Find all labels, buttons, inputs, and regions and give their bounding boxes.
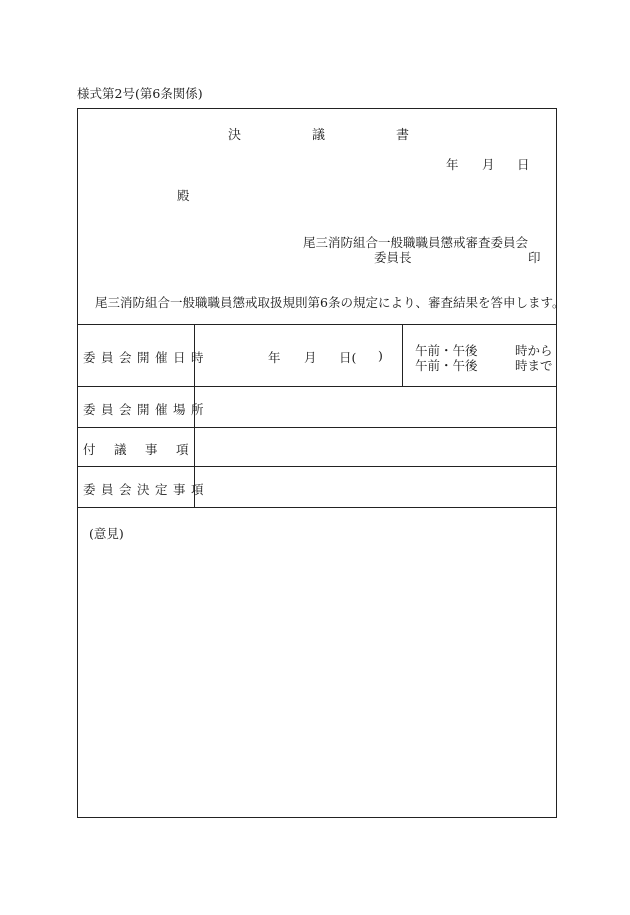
addressee-suffix: 殿: [177, 188, 190, 203]
meeting-place-field[interactable]: [196, 388, 556, 426]
agenda-field[interactable]: [196, 429, 556, 465]
date-day: 日: [517, 157, 530, 172]
date-year: 年: [446, 157, 459, 172]
row-label-meeting-datetime: 委員会開催日時: [83, 350, 210, 365]
meeting-time-to: 午前・午後 時まで: [415, 358, 553, 373]
row-divider-2: [77, 427, 557, 428]
row-divider-1: [77, 386, 557, 387]
statement-text: 尾三消防組合一般職職員懲戒取扱規則第6条の規定により、審査結果を答申します。: [95, 295, 565, 310]
issuer-committee: 尾三消防組合一般職職員懲戒審査委員会: [303, 235, 529, 250]
opinion-label: (意見): [89, 526, 124, 541]
meeting-date-year: 年: [268, 350, 281, 365]
title-char-3: 書: [396, 128, 410, 143]
meeting-date-weekday-close: ): [378, 348, 383, 363]
table-bottom-rule: [77, 507, 557, 508]
issuer-chair: 委員長: [374, 250, 412, 265]
row-label-agenda: 付 議 事 項: [83, 442, 192, 457]
title-char-2: 議: [312, 128, 326, 143]
date-month: 月: [482, 157, 495, 172]
title-char-1: 決: [228, 128, 242, 143]
row-divider-3: [77, 466, 557, 467]
opinion-field[interactable]: [79, 545, 555, 815]
meeting-time-from: 午前・午後 時から: [415, 343, 553, 358]
row-label-meeting-place: 委員会開催場所: [83, 402, 210, 417]
seal-mark: 印: [528, 250, 541, 265]
decision-field[interactable]: [196, 468, 556, 506]
time-column-divider: [402, 324, 403, 386]
meeting-date-month: 月: [304, 350, 317, 365]
table-top-rule: [77, 324, 557, 325]
meeting-date-day: 日(: [339, 350, 357, 365]
form-number-label: 様式第2号(第6条関係): [77, 86, 203, 101]
row-label-decision: 委員会決定事項: [83, 482, 210, 497]
